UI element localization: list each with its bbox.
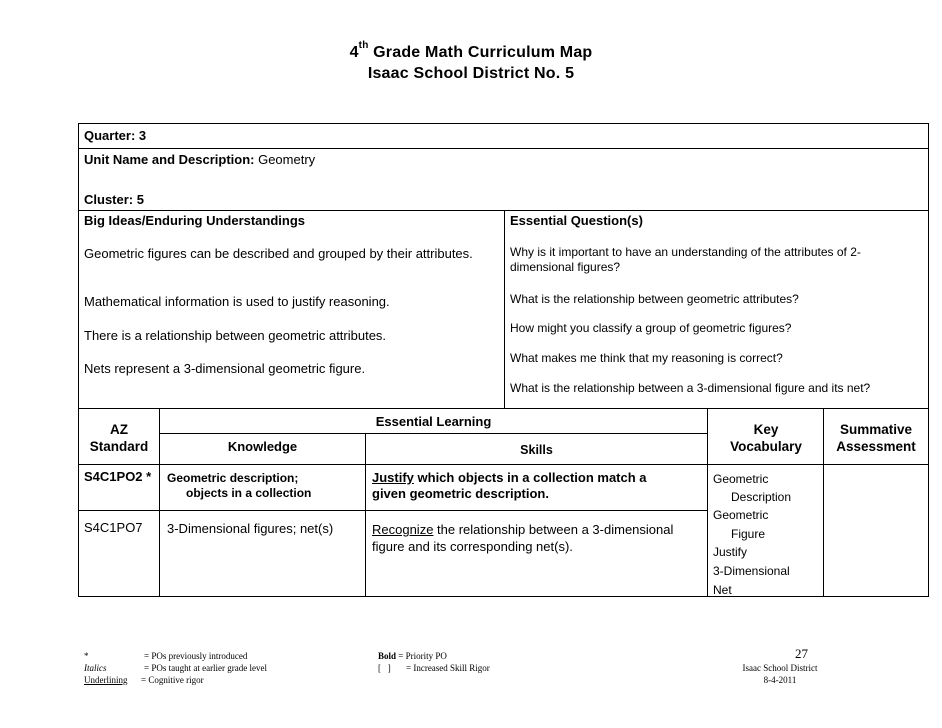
summative-assessment-header: Summative Assessment: [836, 422, 916, 454]
big-idea-item: There is a relationship between geometric attributes.: [84, 328, 387, 343]
legend-bold: [378, 650, 447, 662]
row1-knowledge-line2: objects in a collection: [186, 486, 312, 500]
legend-symbol: Italics: [84, 663, 107, 673]
legend-symbol: Underlining: [84, 675, 128, 685]
az-standard-header: AZ Standard: [89, 422, 149, 454]
vocab-item: 3-Dimensional: [713, 564, 790, 578]
vocab-item: Net: [713, 583, 732, 597]
skills-header: Skills: [520, 443, 553, 457]
essential-question-item: Why is it important to have an understanding of the attributes of 2-dimensional figures?: [510, 245, 861, 274]
row1-skills-verb: Justify: [372, 470, 414, 485]
vocab-item: Geometric: [713, 508, 769, 522]
legend-meaning: = Cognitive rigor: [141, 675, 204, 685]
vocab-item: Description: [731, 490, 792, 504]
legend-bracket-symbol: [ ]: [378, 663, 391, 673]
legend-bracket-meaning: = Increased Skill Rigor: [406, 663, 490, 673]
essential-question-item: What is the relationship between geometric attributes?: [510, 292, 799, 306]
row2-standard: S4C1PO7: [84, 520, 143, 535]
essential-question-item: How might you classify a group of geometric figures?: [510, 321, 792, 335]
legend-bold-meaning: = Priority PO: [396, 651, 447, 661]
unit-value: Geometry: [258, 152, 316, 167]
document-title: 4th Grade Math Curriculum Map: [349, 40, 593, 61]
big-ideas-heading: Big Ideas/Enduring Understandings: [84, 213, 306, 228]
footer-date: 8-4-2011: [763, 675, 797, 685]
unit-label: Unit Name and Description:: [84, 152, 255, 167]
vocab-item: Figure: [731, 527, 766, 541]
vocab-item: Geometric: [713, 472, 769, 486]
essential-learning-header: Essential Learning: [375, 414, 492, 429]
row2-skills-text: the relationship between a 3-dimensional figure and its corresponding net(s).: [372, 522, 674, 554]
district-title: Isaac School District No. 5: [367, 65, 575, 82]
row2-knowledge: 3-Dimensional figures; net(s): [167, 521, 334, 536]
footer-district: Isaac School District: [742, 663, 818, 673]
assessment-cell: [823, 464, 929, 597]
big-idea-item: Nets represent a 3-dimensional geometric figure.: [84, 361, 366, 376]
legend-bold-symbol: Bold: [378, 651, 397, 661]
knowledge-header: Knowledge: [227, 439, 298, 454]
quarter-row: [78, 123, 929, 149]
legend-meaning: = POs previously introduced: [144, 651, 248, 661]
big-idea-item: Geometric figures can be described and grouped by their attributes.: [84, 246, 473, 261]
legend-meaning: = POs taught at earlier grade level: [144, 663, 268, 673]
quarter-field: [84, 128, 146, 144]
cluster-field: [84, 192, 144, 208]
row2-skills-verb: Recognize: [372, 522, 434, 537]
big-idea-item: Mathematical information is used to justify reasoning.: [84, 294, 390, 309]
row1-skills: [372, 470, 682, 502]
row1-knowledge-line1: Geometric description;: [167, 471, 299, 485]
cluster-label: Cluster:: [84, 192, 134, 207]
key-vocabulary-header: Key Vocabulary: [730, 422, 802, 454]
vocab-item: Justify: [713, 545, 748, 559]
essential-questions-heading: Essential Question(s): [510, 213, 643, 228]
quarter-label: Quarter:: [84, 128, 136, 143]
unit-field: [84, 152, 315, 168]
quarter-value: 3: [138, 128, 147, 143]
row2-skills: [372, 521, 682, 555]
page-number: 27: [795, 646, 808, 661]
row1-skills-text: which objects in a collection match a given geometric description.: [372, 470, 647, 501]
legend-symbol: *: [84, 651, 89, 661]
essential-question-item: What is the relationship between a 3-dimensional figure and its net?: [510, 381, 871, 395]
row1-standard: S4C1PO2 *: [84, 469, 152, 484]
essential-question-item: What makes me think that my reasoning is correct?: [510, 351, 783, 365]
cluster-value: 5: [136, 192, 144, 207]
